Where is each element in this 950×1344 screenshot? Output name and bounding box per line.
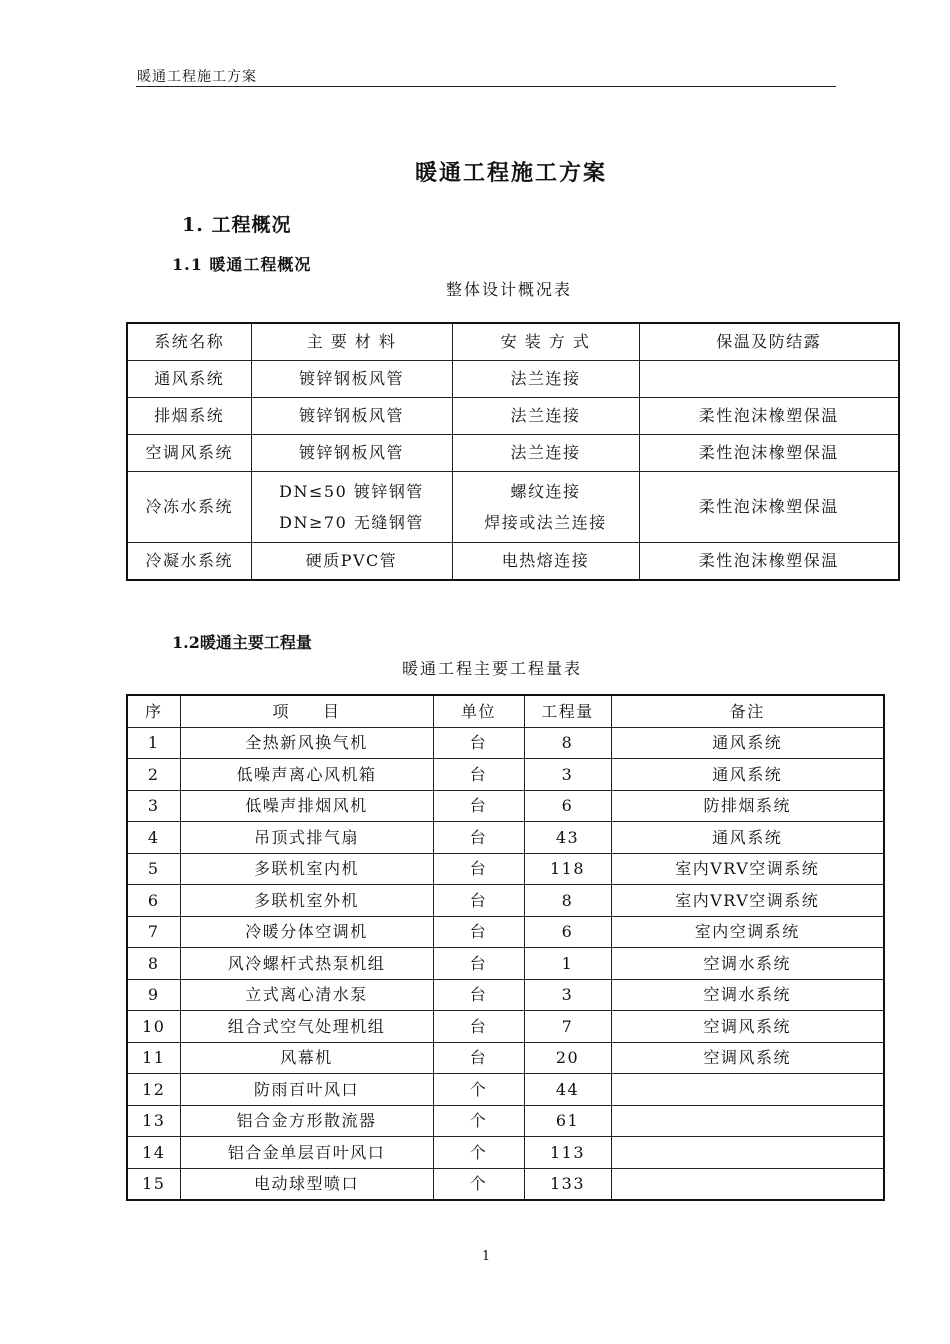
table-cell [611, 1105, 884, 1137]
table-row [127, 885, 884, 917]
quantities-table [126, 694, 885, 1201]
table-row [127, 916, 884, 948]
table-cell: 室内VRV空调系统 [611, 853, 884, 885]
table-cell: 8 [524, 885, 611, 917]
table-cell: 空调风系统 [611, 1011, 884, 1043]
table-cell: 通风系统 [127, 361, 251, 398]
table-cell: 7 [127, 916, 180, 948]
table-cell: 空调风系统 [127, 435, 251, 472]
table-cell: 镀锌钢板风管 [251, 435, 452, 472]
table-cell: 柔性泡沫橡塑保温 [639, 472, 899, 543]
table-cell: 6 [524, 916, 611, 948]
table-cell: 法兰连接 [452, 435, 639, 472]
table-row [127, 822, 884, 854]
table-cell: 台 [433, 885, 524, 917]
table-cell: 8 [127, 948, 180, 980]
table-cell [452, 472, 639, 543]
table-cell: 61 [524, 1105, 611, 1137]
header-cell: 单位 [433, 695, 524, 727]
table-cell: 防排烟系统 [611, 790, 884, 822]
table-cell: 3 [524, 979, 611, 1011]
table-cell: 多联机室外机 [180, 885, 433, 917]
table-header-row [127, 323, 899, 361]
table-cell: 1 [524, 948, 611, 980]
table-cell: 空调风系统 [611, 1042, 884, 1074]
header-cell: 保温及防结露 [639, 323, 899, 361]
table-cell: 台 [433, 1042, 524, 1074]
table-cell: 室内空调系统 [611, 916, 884, 948]
table-cell: 10 [127, 1011, 180, 1043]
table-cell: 多联机室内机 [180, 853, 433, 885]
table-cell: 台 [433, 916, 524, 948]
table-cell: 组合式空气处理机组 [180, 1011, 433, 1043]
table-cell: 台 [433, 853, 524, 885]
table-cell: 低噪声排烟风机 [180, 790, 433, 822]
table-cell: 室内VRV空调系统 [611, 885, 884, 917]
table-cell: 台 [433, 822, 524, 854]
header-cell: 备注 [611, 695, 884, 727]
table-cell: 6 [127, 885, 180, 917]
table-cell: 8 [524, 727, 611, 759]
table-cell: 个 [433, 1074, 524, 1106]
table-cell: 11 [127, 1042, 180, 1074]
table-row [127, 543, 899, 581]
table-cell [251, 472, 452, 543]
table-cell: 118 [524, 853, 611, 885]
table-row [127, 1042, 884, 1074]
table-cell [611, 1168, 884, 1200]
table-row [127, 472, 899, 543]
section-1-1-heading: 1.1 暖通工程概况 [172, 255, 312, 274]
table-cell: 铝合金方形散流器 [180, 1105, 433, 1137]
table-cell: 吊顶式排气扇 [180, 822, 433, 854]
table-cell: 通风系统 [611, 759, 884, 791]
table-row [127, 435, 899, 472]
table-cell: 空调水系统 [611, 979, 884, 1011]
table-cell: 台 [433, 948, 524, 980]
table-cell: 镀锌钢板风管 [251, 398, 452, 435]
table-cell: 冷冻水系统 [127, 472, 251, 543]
header-rule [136, 86, 836, 87]
design-overview-table [126, 322, 900, 581]
table-row [127, 1168, 884, 1200]
table-body [127, 727, 884, 1200]
table-cell: 风幕机 [180, 1042, 433, 1074]
table-row [127, 759, 884, 791]
table-cell: 铝合金单层百叶风口 [180, 1137, 433, 1169]
table-cell: 6 [524, 790, 611, 822]
table-cell: 台 [433, 759, 524, 791]
table-cell: 柔性泡沫橡塑保温 [639, 543, 899, 581]
table-cell: 43 [524, 822, 611, 854]
table-row [127, 979, 884, 1011]
table-cell [611, 1074, 884, 1106]
table-cell: 排烟系统 [127, 398, 251, 435]
table-row [127, 853, 884, 885]
table-cell: 柔性泡沫橡塑保温 [639, 398, 899, 435]
header-cell: 工程量 [524, 695, 611, 727]
table-cell: 113 [524, 1137, 611, 1169]
table-cell: 台 [433, 790, 524, 822]
table-cell: 台 [433, 1011, 524, 1043]
header-cell: 系统名称 [127, 323, 251, 361]
table-cell: 9 [127, 979, 180, 1011]
page-number: 1 [481, 1249, 491, 1264]
table-cell: 14 [127, 1137, 180, 1169]
table-cell: 全热新风换气机 [180, 727, 433, 759]
table-cell: 个 [433, 1137, 524, 1169]
table-cell: 个 [433, 1168, 524, 1200]
table-cell: 12 [127, 1074, 180, 1106]
cell-line: DN≥70 无缝钢管 [279, 513, 424, 532]
cell-line: 焊接或法兰连接 [484, 513, 607, 532]
running-header: 暖通工程施工方案 [137, 69, 257, 85]
table-cell: 电动球型喷口 [180, 1168, 433, 1200]
table-cell: 风冷螺杆式热泵机组 [180, 948, 433, 980]
table-cell: 个 [433, 1105, 524, 1137]
table-cell: 台 [433, 979, 524, 1011]
table-row [127, 1011, 884, 1043]
table-row [127, 790, 884, 822]
table-row [127, 948, 884, 980]
header-cell: 主 要 材 料 [251, 323, 452, 361]
table-cell: 法兰连接 [452, 361, 639, 398]
table-cell: 133 [524, 1168, 611, 1200]
table-cell [611, 1137, 884, 1169]
document-title: 暖通工程施工方案 [414, 160, 607, 186]
table-cell: 1 [127, 727, 180, 759]
table-cell: 20 [524, 1042, 611, 1074]
section-1-2-heading: 1.2暖通主要工程量 [172, 633, 312, 652]
header-cell: 序 [127, 695, 180, 727]
table-header-row [127, 695, 884, 727]
table-cell: 立式离心清水泵 [180, 979, 433, 1011]
table-cell: 柔性泡沫橡塑保温 [639, 435, 899, 472]
table-cell: 防雨百叶风口 [180, 1074, 433, 1106]
table2-caption: 暖通工程主要工程量表 [402, 659, 583, 678]
table-cell: 15 [127, 1168, 180, 1200]
table-cell: 低噪声离心风机箱 [180, 759, 433, 791]
table-cell: 2 [127, 759, 180, 791]
table-row [127, 1137, 884, 1169]
table-cell: 13 [127, 1105, 180, 1137]
table-cell: 通风系统 [611, 727, 884, 759]
table-cell: 硬质PVC管 [251, 543, 452, 581]
section-1-heading: 1. 工程概况 [182, 214, 292, 236]
table-cell: 7 [524, 1011, 611, 1043]
table-cell: 3 [524, 759, 611, 791]
table1-caption: 整体设计概况表 [446, 280, 573, 299]
table-row [127, 727, 884, 759]
table-row [127, 361, 899, 398]
header-cell: 项 目 [180, 695, 433, 727]
table-cell: 4 [127, 822, 180, 854]
table-cell: 空调水系统 [611, 948, 884, 980]
header-cell: 安 装 方 式 [452, 323, 639, 361]
table-cell: 镀锌钢板风管 [251, 361, 452, 398]
table-row [127, 1105, 884, 1137]
table-cell [639, 361, 899, 398]
table-cell: 44 [524, 1074, 611, 1106]
table-cell: 法兰连接 [452, 398, 639, 435]
table-cell: 通风系统 [611, 822, 884, 854]
table-cell: 3 [127, 790, 180, 822]
cell-line: 螺纹连接 [510, 481, 581, 501]
table-cell: 5 [127, 853, 180, 885]
table-cell: 电热熔连接 [452, 543, 639, 581]
table-row [127, 1074, 884, 1106]
cell-line: DN≤50 镀锌钢管 [279, 481, 424, 501]
table-cell: 冷暖分体空调机 [180, 916, 433, 948]
table-row [127, 398, 899, 435]
table-cell: 台 [433, 727, 524, 759]
table-cell: 冷凝水系统 [127, 543, 251, 581]
